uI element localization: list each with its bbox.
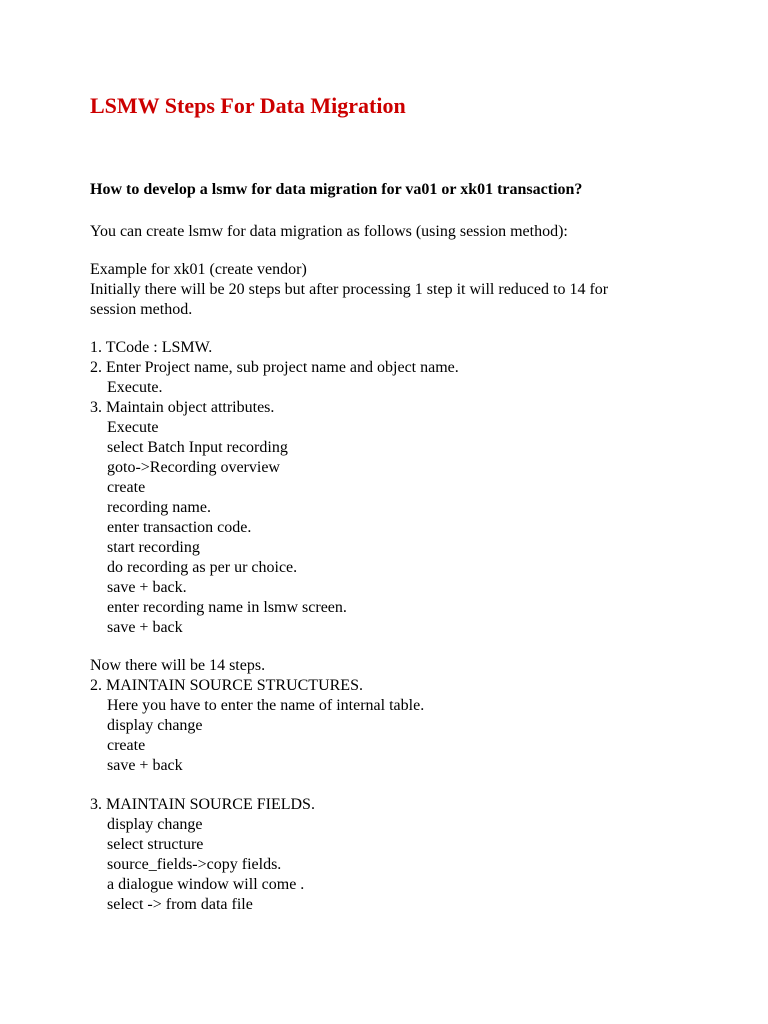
step-item: 2. Enter Project name, sub project name and object name. xyxy=(90,359,459,376)
section-item: display change xyxy=(107,717,203,734)
step-subitem: goto->Recording overview xyxy=(107,459,280,476)
section-heading: 3. MAINTAIN SOURCE FIELDS. xyxy=(90,796,315,813)
now-steps-text: Now there will be 14 steps. xyxy=(90,657,266,674)
section-item: a dialogue window will come . xyxy=(107,876,305,893)
step-subitem: select Batch Input recording xyxy=(107,439,288,456)
section-item: save + back xyxy=(107,757,183,774)
step-subitem: do recording as per ur choice. xyxy=(107,559,298,576)
step-subitem: start recording xyxy=(107,539,200,556)
example-line: Example for xk01 (create vendor) xyxy=(90,261,307,278)
page-title: LSMW Steps For Data Migration xyxy=(90,93,406,118)
step-subitem: Execute. xyxy=(107,379,163,396)
section-item: source_fields->copy fields. xyxy=(107,856,282,873)
step-subitem: enter transaction code. xyxy=(107,519,252,536)
section-item: Here you have to enter the name of internal table. xyxy=(107,697,425,714)
intro-text: You can create lsmw for data migration as follows (using session method): xyxy=(90,223,568,240)
step-subitem: create xyxy=(107,479,146,496)
section-heading: 2. MAINTAIN SOURCE STRUCTURES. xyxy=(90,677,363,694)
section-item: select -> from data file xyxy=(107,896,253,913)
section-item: select structure xyxy=(107,836,204,853)
example-line: Initially there will be 20 steps but after processing 1 step it will reduced to 14 for xyxy=(90,281,609,298)
section-item: display change xyxy=(107,816,203,833)
step-subitem: save + back xyxy=(107,619,183,636)
step-item: 3. Maintain object attributes. xyxy=(90,399,275,416)
example-line: session method. xyxy=(90,301,193,318)
question-heading: How to develop a lsmw for data migration for va01 or xk01 transaction? xyxy=(90,181,583,198)
step-subitem: save + back. xyxy=(107,579,187,596)
step-subitem: enter recording name in lsmw screen. xyxy=(107,599,347,616)
step-item: 1. TCode : LSMW. xyxy=(90,339,213,356)
step-subitem: Execute xyxy=(107,419,159,436)
section-item: create xyxy=(107,737,146,754)
step-subitem: recording name. xyxy=(107,499,211,516)
